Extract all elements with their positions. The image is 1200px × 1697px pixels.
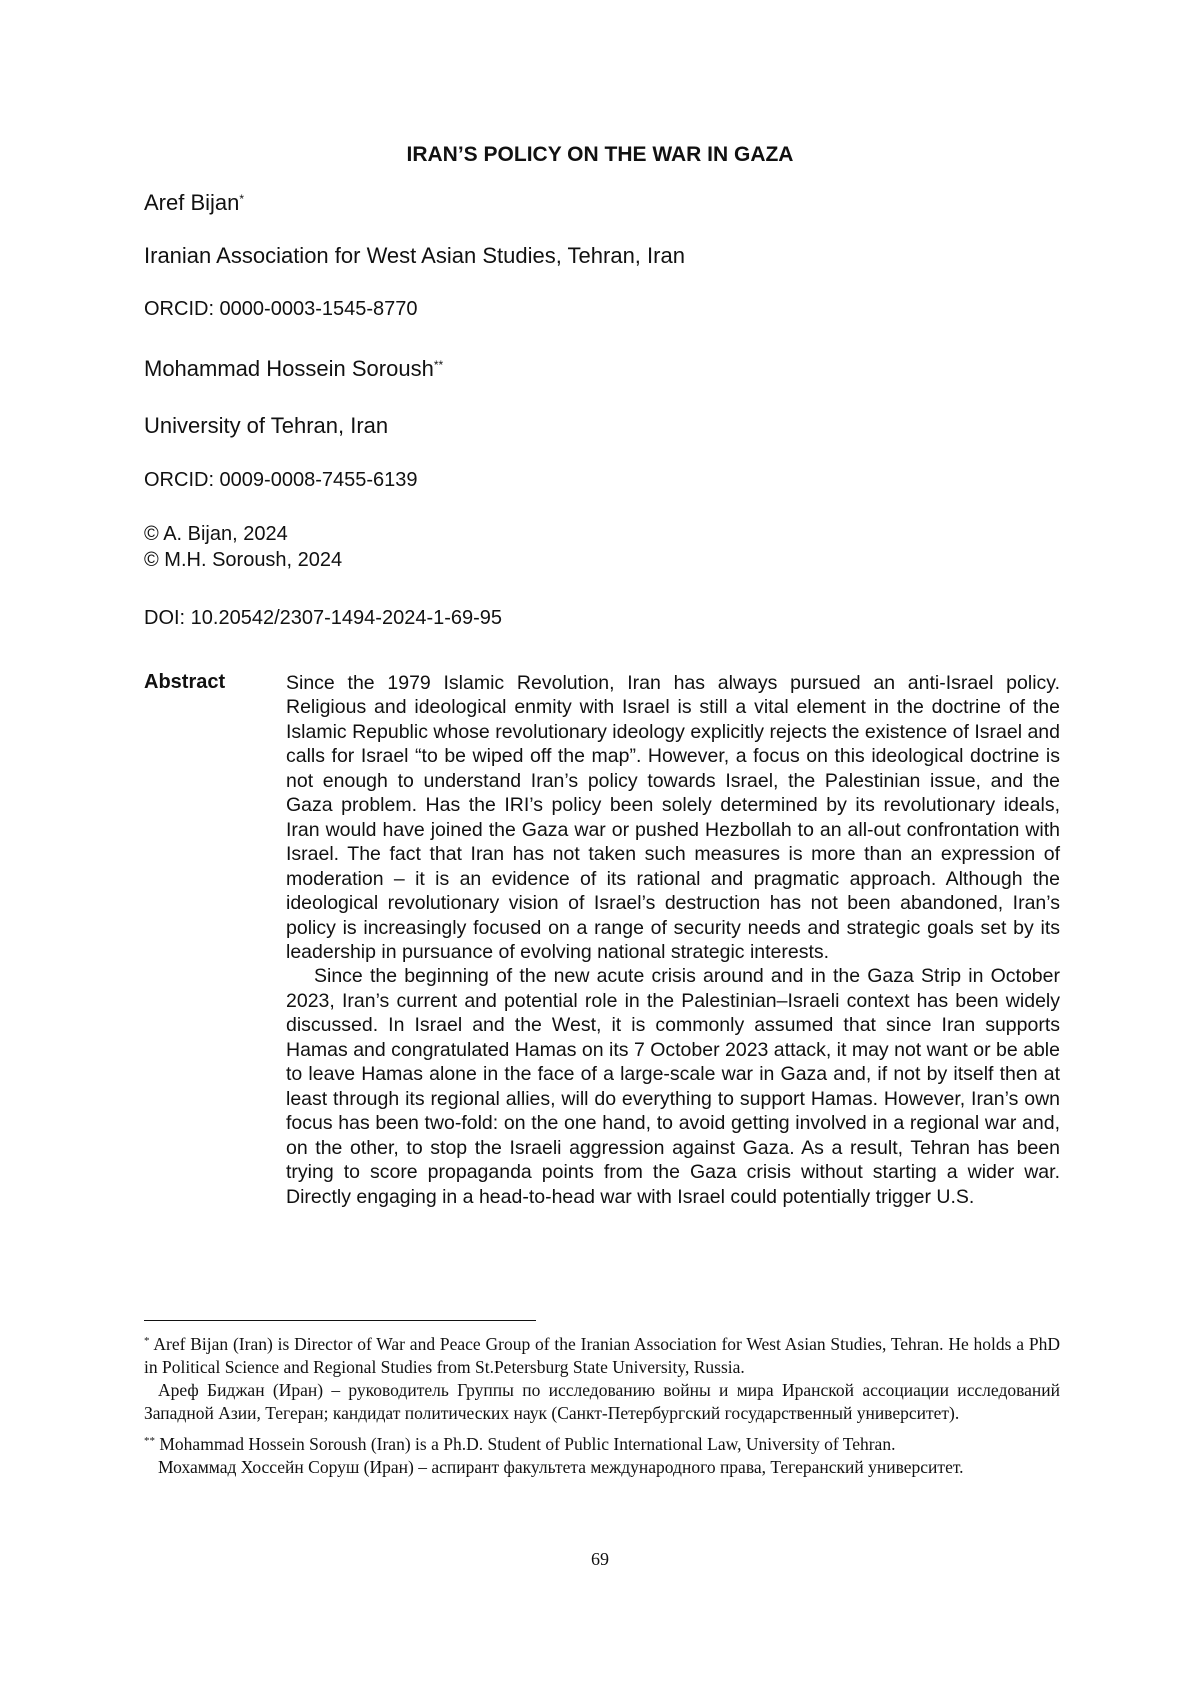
footnote-separator [144, 1320, 536, 1321]
footnote-2 [144, 1433, 1060, 1456]
abstract-paragraph-2: Since the beginning of the new acute crisis around and in the Gaza Strip in October 2023, Iran’s current and potential role in the Palestinian–Israeli context has been widely discussed. In Israel and the West, it is commonly assumed that since Iran supports Hamas and congratulated Hamas on its 7 October 2023 attack, it may not want or be able to leave Hamas alone in the face of a large-scale war in Gaza and, if not by itself then at least through its regional allies, will do everything to support Hamas. However, Iran’s own focus has been two-fold: on the one hand, to avoid getting involved in a regional war and, on the other, to stop the Israeli aggression against Gaza. As a result, Tehran has been trying to score propaganda points from the Gaza crisis without starting a wider war. Directly engaging in a head-to-head war with Israel could potentially trigger U.S. [286, 965, 1060, 1208]
author-1-orcid: ORCID: 0000-0003-1545-8770 [144, 298, 418, 320]
copyright-2: © M.H. Soroush, 2024 [144, 549, 343, 571]
footnote-2-translation: Мохаммад Хоссейн Соруш (Иран) – аспирант факультета международного права, Тегеранский университет. [158, 1457, 964, 1477]
copyright-1: © A. Bijan, 2024 [144, 523, 288, 545]
author-2-name: Mohammad Hossein Soroush [144, 356, 434, 381]
author-2-orcid: ORCID: 0009-0008-7455-6139 [144, 469, 418, 491]
author-1-affiliation: Iranian Association for West Asian Studies, Tehran, Iran [144, 243, 685, 268]
abstract-paragraph-1: Since the 1979 Islamic Revolution, Iran has always pursued an anti-Israel policy. Religious and ideological enmity with Israel is still a vital element in the doctrine of the Islamic Republic whose revolutionary ideology explicitly rejects the existence of Israel and calls for Israel “to be wiped off the map”. However, a focus on this ideological doctrine is not enough to understand Iran’s policy towards Israel, the Palestinian issue, and the Gaza problem. Has the IRI’s policy been solely determined by its revolutionary ideals, Iran would have joined the Gaza war or pushed Hezbollah to an all-out confrontation with Israel. The fact that Iran has not taken such measures is more than an expression of moderation – it is an evidence of its rational and pragmatic approach. Although the ideological revolutionary vision of Israel’s destruction has not been abandoned, Iran’s policy is increasingly focused on a range of security needs and strategic goals set by its leadership in pursuance of evolving national strategic interests. [286, 672, 1060, 963]
author-2-affiliation: University of Tehran, Iran [144, 413, 389, 438]
author-1 [144, 190, 244, 216]
abstract-label: Abstract [144, 671, 226, 693]
footnote-1-mark: * [144, 1335, 150, 1347]
author-1-footnote-mark[interactable]: * [239, 192, 245, 206]
footnotes [144, 1333, 1060, 1479]
footnote-2-text: Mohammad Hossein Soroush (Iran) is a Ph.D. Student of Public International Law, University of Tehran. [159, 1434, 896, 1454]
author-2-footnote-mark[interactable]: ** [433, 358, 444, 372]
author-2 [144, 356, 443, 382]
footnote-1-text: Aref Bijan (Iran) is Director of War and Peace Group of the Iranian Association for West Asian Studies, Tehran. He holds a PhD in Political Science and Regional Studies from St.Petersburg State University, Russia. [144, 1334, 1060, 1377]
page-number: 69 [591, 1549, 609, 1569]
footnote-1 [144, 1333, 1060, 1379]
paper-title: IRAN’S POLICY ON THE WAR IN GAZA [406, 143, 794, 166]
footnote-1-translation: Ареф Биджан (Иран) – руководитель Группы по исследованию войны и мира Иранской ассоциации исследований Западной Азии, Тегеран; кандидат политических наук (Санкт-Петербургский государственный университет). [144, 1380, 1060, 1423]
doi[interactable]: DOI: 10.20542/2307-1494-2024-1-69-95 [144, 607, 503, 629]
author-1-name: Aref Bijan [144, 190, 240, 215]
abstract-body [286, 671, 1060, 1209]
footnote-2-mark: ** [144, 1435, 155, 1447]
